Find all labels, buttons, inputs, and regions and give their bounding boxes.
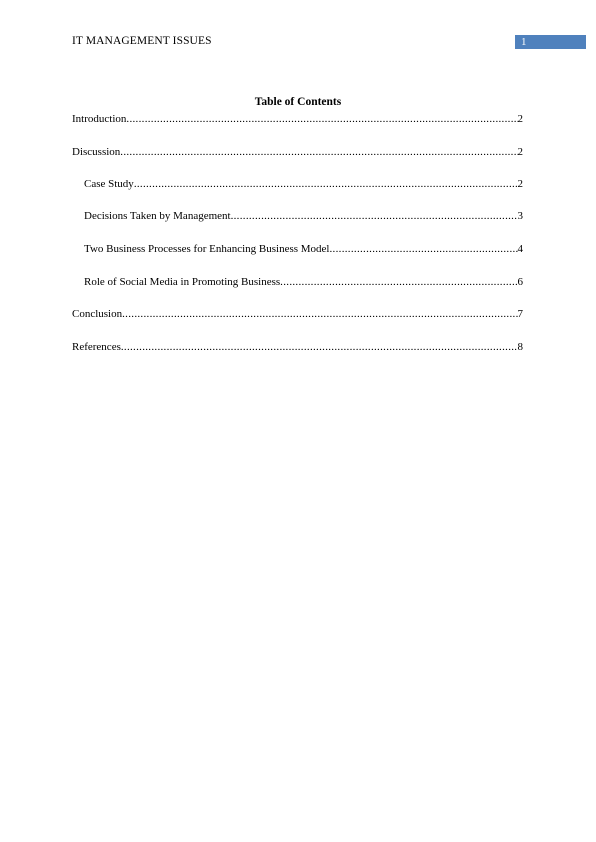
toc-leader-dots — [134, 177, 518, 191]
running-header-title: IT MANAGEMENT ISSUES — [72, 35, 212, 47]
toc-entry-label: Discussion — [72, 146, 121, 158]
toc-leader-dots — [121, 340, 518, 354]
toc-entry-label: Two Business Processes for Enhancing Business Model — [84, 243, 330, 255]
toc-entry-role-of-social-media[interactable] — [84, 275, 523, 289]
toc-entry-two-business-processes[interactable] — [84, 242, 523, 256]
toc-entry-label: Case Study — [84, 178, 134, 190]
toc-entry-page: 7 — [517, 308, 523, 320]
page-number-box — [515, 35, 586, 49]
toc-entry-introduction[interactable] — [72, 112, 523, 126]
toc-entry-label: Introduction — [72, 113, 127, 125]
toc-entry-page: 6 — [517, 276, 523, 288]
toc-entry-label: Conclusion — [72, 308, 123, 320]
toc-entry-decisions-taken-by-management[interactable] — [84, 209, 523, 223]
toc-entry-page: 2 — [517, 178, 523, 190]
toc-entry-page: 3 — [517, 210, 523, 222]
toc-leader-dots — [330, 242, 518, 256]
page-number: 1 — [521, 36, 527, 48]
toc-entry-label: Role of Social Media in Promoting Business — [84, 276, 281, 288]
toc-entry-page: 2 — [517, 113, 523, 125]
toc-leader-dots — [280, 275, 517, 289]
toc-entry-case-study[interactable] — [84, 177, 523, 191]
toc-heading: Table of Contents — [254, 96, 342, 108]
toc-leader-dots — [120, 145, 517, 159]
toc-entry-label: Decisions Taken by Management — [84, 210, 231, 222]
toc-entry-page: 4 — [517, 243, 523, 255]
toc-entry-label: References — [72, 341, 121, 353]
toc-entry-page: 2 — [517, 146, 523, 158]
toc-entry-conclusion[interactable] — [72, 307, 523, 321]
toc-leader-dots — [122, 307, 517, 321]
toc-entry-page: 8 — [517, 341, 523, 353]
toc-entry-discussion[interactable] — [72, 145, 523, 159]
toc-leader-dots — [231, 209, 518, 223]
toc-entry-references[interactable] — [72, 340, 523, 354]
toc-leader-dots — [126, 112, 517, 126]
